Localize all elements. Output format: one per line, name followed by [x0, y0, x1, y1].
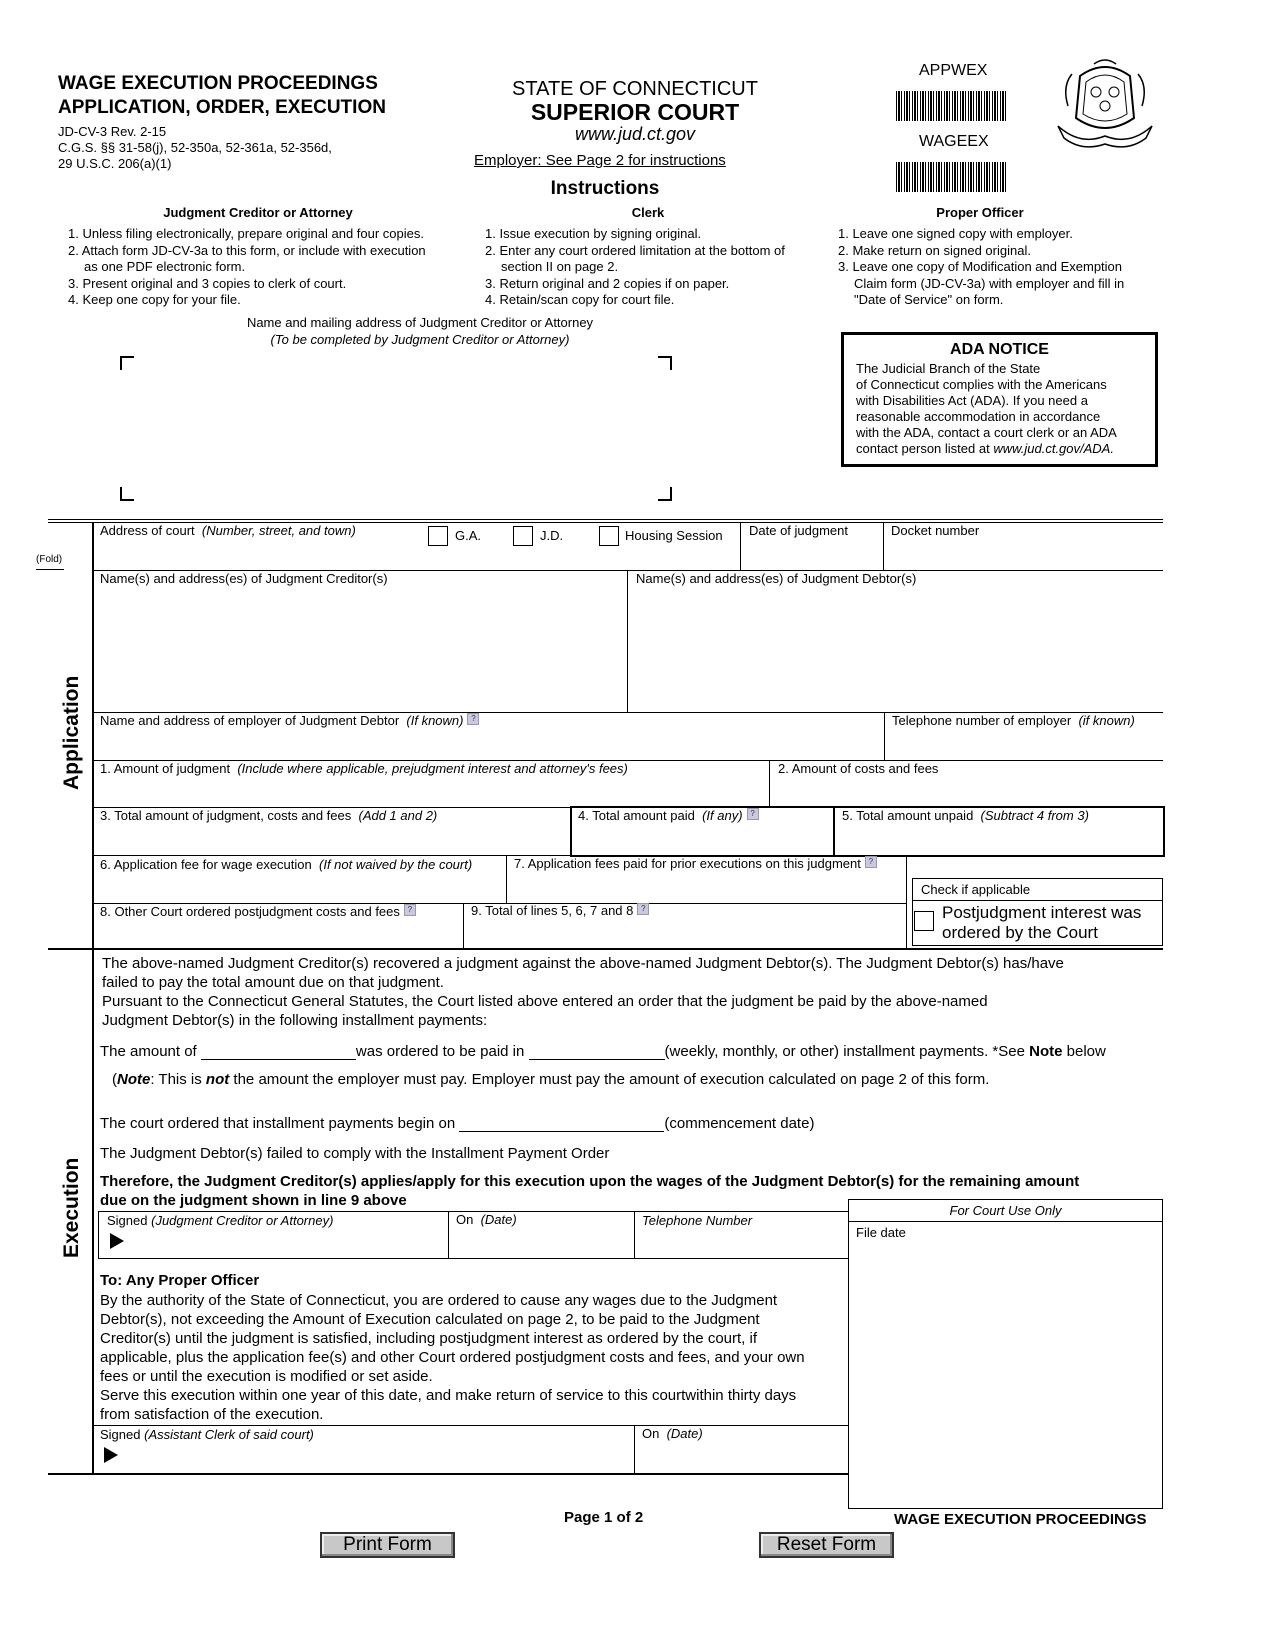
reset-form-button[interactable]: Reset Form: [759, 1532, 894, 1558]
application-side-label: Application: [60, 675, 83, 790]
row-rule: [92, 1425, 848, 1426]
row-rule: [98, 1258, 848, 1259]
application-fee-field[interactable]: [100, 857, 472, 872]
clerk-sign-date-field[interactable]: [642, 1426, 703, 1441]
order-line: Debtor(s), not exceeding the Amount of Execution calculated on page 2, to be paid to the Judgment: [100, 1311, 760, 1328]
housing-session-label: Housing Session: [625, 528, 723, 543]
therefore-line2: due on the judgment shown in line 9 above: [100, 1192, 407, 1209]
creditor-instruction-item: 4. Keep one copy for your file.: [68, 292, 241, 307]
employer-instructions-link[interactable]: Employer: See Page 2 for instructions: [474, 152, 726, 169]
ada-heading: ADA NOTICE: [950, 341, 1049, 358]
field-6-label: 6. Application fee for wage execution: [100, 857, 312, 872]
total-lines-field[interactable]: [471, 903, 649, 918]
order-line: Serve this execution within one year of this date, and make return of service to this courtwithin thirty days: [100, 1387, 797, 1404]
creditor-signature-field[interactable]: [107, 1213, 333, 1228]
total-unpaid-field[interactable]: [842, 808, 1089, 823]
creditor-instruction-item: 3. Present original and 3 copies to clerk of court.: [68, 275, 347, 291]
print-form-button[interactable]: Print Form: [320, 1532, 455, 1558]
field-9-label: 9. Total of lines 5, 6, 7 and 8: [471, 903, 634, 918]
clerk-signature-field[interactable]: [100, 1427, 314, 1442]
housing-session-checkbox[interactable]: [599, 526, 619, 546]
installment-text: was ordered to be paid in: [355, 1043, 525, 1060]
officer-instruction-item: 3. Leave one copy of Modification and Exemption: [838, 259, 1123, 274]
postjudgment-line1: Postjudgment interest was: [942, 903, 1142, 922]
employer-label: Name and address of employer of Judgment Debtor: [100, 713, 400, 728]
cell-rule: [463, 903, 464, 948]
on-label: On: [456, 1212, 474, 1227]
field-4-hint: (If any): [702, 808, 743, 823]
postjudgment-line2: ordered by the Court: [942, 923, 1098, 942]
officer-instructions-heading: Proper Officer: [936, 205, 1024, 220]
field-5-label: 5. Total amount unpaid: [842, 808, 974, 823]
statutes-line1: C.G.S. §§ 31-58(j), 52-350a, 52-361a, 52-356d,: [58, 140, 332, 155]
field-5-hint: (Subtract 4 from 3): [980, 808, 1089, 823]
ada-link[interactable]: www.jud.ct.gov/ADA.: [993, 441, 1114, 456]
help-icon[interactable]: ?: [747, 808, 759, 820]
on-hint: (Date): [666, 1426, 703, 1441]
cell-rule: [833, 806, 835, 855]
check-if-applicable-label: Check if applicable: [913, 879, 1162, 901]
note-emphasis: not: [205, 1071, 230, 1088]
installment-text: (weekly, monthly, or other) installment payments. *See: [664, 1043, 1025, 1060]
employer-phone-field[interactable]: [892, 713, 1135, 728]
postjudgment-interest-label: [942, 903, 1141, 943]
cell-rule: [906, 855, 907, 948]
execution-text: Judgment Debtor(s) in the following installment payments:: [102, 1012, 488, 1029]
court-website: www.jud.ct.gov: [574, 124, 696, 144]
ada-line: reasonable accommodation in accordance: [856, 409, 1101, 424]
installment-text: below: [1066, 1043, 1106, 1060]
help-icon[interactable]: ?: [467, 713, 479, 725]
statutes-line2: 29 U.S.C. 206(a)(1): [58, 156, 172, 171]
court-name: SUPERIOR COURT: [530, 99, 740, 125]
execution-paragraph: [102, 954, 1162, 1030]
ga-label: G.A.: [455, 528, 482, 543]
costs-and-fees-field[interactable]: 2. Amount of costs and fees: [778, 761, 939, 776]
clerk-instructions-list: [485, 226, 835, 309]
form-title-line1: WAGE EXECUTION PROCEEDINGS: [58, 73, 378, 94]
commencement-date-input[interactable]: [459, 1114, 664, 1132]
cell-rule: [740, 522, 741, 570]
state-name: STATE OF CONNECTICUT: [512, 78, 758, 100]
note-text: : This is: [150, 1071, 202, 1088]
officer-instructions-list: [838, 226, 1158, 309]
creditor-instruction-item: 2. Attach form JD-CV-3a to this form, or include with execution: [68, 242, 426, 258]
order-line: applicable, plus the application fee(s) and other Court ordered postjudgment costs and fees, and your own: [100, 1349, 805, 1366]
court-use-box: [848, 1199, 1163, 1509]
barcode-appwex: [896, 91, 1006, 121]
commencement-text: The court ordered that installment payments begin on: [100, 1115, 456, 1132]
officer-order-text: [100, 1291, 845, 1424]
court-heading: [470, 78, 800, 144]
employer-note: [112, 1071, 989, 1088]
officer-instruction-item: 2. Make return on signed original.: [838, 242, 1031, 258]
field-8-label: 8. Other Court ordered postjudgment costs and fees: [100, 904, 400, 919]
sign-here-arrow-icon: [102, 1446, 120, 1464]
row-rule: [92, 855, 570, 856]
help-icon[interactable]: ?: [404, 904, 416, 916]
on-hint: (Date): [480, 1212, 517, 1227]
address-block-label: Name and mailing address of Judgment Creditor or Attorney: [246, 315, 594, 330]
prior-fees-field[interactable]: [514, 856, 877, 871]
ga-checkbox[interactable]: [428, 526, 448, 546]
execution-text: The above-named Judgment Creditor(s) recovered a judgment against the above-named Judgment Debtor(s). The Judgment Debtor(s) has/have: [102, 955, 1064, 972]
commencement-text: (commencement date): [664, 1115, 815, 1132]
jd-label: J.D.: [540, 528, 564, 543]
clerk-instruction-item: 4. Retain/scan copy for court file.: [485, 292, 675, 307]
employer-hint: (If known): [406, 713, 464, 728]
creditor-instruction-item: 1. Unless filing electronically, prepare original and four copies.: [68, 226, 425, 241]
section-rule: [48, 948, 1163, 950]
creditor-instructions-heading: Judgment Creditor or Attorney: [163, 205, 353, 220]
instructions-title: Instructions: [550, 178, 660, 199]
docket-number-field[interactable]: Docket number: [891, 523, 980, 538]
ada-notice: [841, 332, 1158, 467]
execution-text: Pursuant to the Connecticut General Statutes, the Court listed above entered an order that the judgment be paid by the above-named: [102, 993, 988, 1010]
date-of-judgment-field[interactable]: Date of judgment: [749, 523, 849, 538]
to-proper-officer: To: Any Proper Officer: [100, 1272, 260, 1289]
field-7-label: 7. Application fees paid for prior executions on this judgment: [514, 856, 861, 871]
ada-line: The Judicial Branch of the State: [856, 361, 1041, 376]
field-1-label: 1. Amount of judgment: [100, 761, 231, 776]
debtors-field[interactable]: Name(s) and address(es) of Judgment Debtor(s): [636, 571, 917, 586]
corner-mark: [658, 487, 672, 501]
form-code-wageex: WAGEEX: [919, 133, 989, 150]
field-3-hint: (Add 1 and 2): [358, 808, 438, 823]
commencement-line: [100, 1114, 814, 1132]
barcode-wageex: [896, 162, 1006, 192]
corner-mark: [120, 356, 134, 370]
order-line: By the authority of the State of Connecticut, you are ordered to cause any wages due to the Judgment: [100, 1292, 778, 1309]
court-address-label: [100, 523, 356, 538]
page-number: Page 1 of 2: [564, 1509, 644, 1526]
address-block-sublabel: (To be completed by Judgment Creditor or Attorney): [270, 332, 570, 347]
file-date-label: File date: [856, 1225, 906, 1240]
creditor-instruction-item: as one PDF electronic form.: [84, 259, 246, 274]
court-address-text: Address of court: [100, 523, 195, 538]
order-line: Creditor(s) until the judgment is satisfied, including postjudgment interest as ordered by the court, if: [100, 1330, 757, 1347]
officer-instruction-item: "Date of Service" on form.: [854, 292, 1004, 307]
order-line: from satisfaction of the execution.: [100, 1406, 324, 1423]
note-reference: Note: [1029, 1043, 1063, 1060]
signed-hint: (Judgment Creditor or Attorney): [151, 1213, 334, 1228]
clerk-instruction-item: 1. Issue execution by signing original.: [485, 226, 702, 241]
state-seal-icon: [1050, 56, 1160, 152]
employer-phone-hint: (if known): [1078, 713, 1135, 728]
corner-mark: [658, 356, 672, 370]
cell-rule: [98, 1211, 99, 1258]
section-rule: [48, 1473, 848, 1475]
form-id: JD-CV-3 Rev. 2-15: [58, 124, 167, 139]
section-rule: [48, 519, 1163, 520]
installment-amount-input[interactable]: [201, 1042, 356, 1060]
creditors-field[interactable]: Name(s) and address(es) of Judgment Creditor(s): [100, 571, 388, 586]
help-icon[interactable]: ?: [637, 903, 649, 915]
installment-amount-line: [100, 1042, 1106, 1060]
installment-frequency-input[interactable]: [529, 1042, 665, 1060]
cell-rule: [769, 760, 770, 808]
order-line: fees or until the execution is modified or set aside.: [100, 1368, 433, 1385]
creditor-sign-date-field[interactable]: [456, 1212, 517, 1227]
on-label: On: [642, 1426, 660, 1441]
cell-rule: [506, 855, 507, 903]
note-label: Note: [117, 1071, 151, 1088]
telephone-number-field[interactable]: Telephone Number: [642, 1213, 753, 1228]
cell-rule: [634, 1211, 635, 1258]
help-icon[interactable]: ?: [865, 856, 877, 868]
sign-here-arrow-icon: [108, 1232, 126, 1250]
officer-instruction-item: Claim form (JD-CV-3a) with employer and fill in: [854, 275, 1125, 291]
fold-label: (Fold): [36, 554, 63, 565]
installment-text: The amount of: [100, 1043, 197, 1060]
field-3-label: 3. Total amount of judgment, costs and fees: [100, 808, 352, 823]
employer-field[interactable]: [100, 713, 479, 728]
form-meta: [58, 124, 332, 172]
court-use-label: For Court Use Only: [849, 1200, 1162, 1222]
form-title: [58, 72, 386, 120]
left-rule: [92, 522, 94, 1474]
cell-rule: [883, 522, 884, 570]
jd-checkbox[interactable]: [513, 526, 533, 546]
court-address-hint: (Number, street, and town): [201, 523, 356, 538]
therefore-line1: Therefore, the Judgment Creditor(s) applies/apply for this execution upon the wages of the Judgment Debtor(s) for the remaining amount: [100, 1173, 1080, 1190]
clerk-instructions-heading: Clerk: [631, 205, 665, 220]
signed-label: Signed: [100, 1427, 141, 1442]
ada-line: with Disabilities Act (ADA). If you need a: [856, 393, 1088, 408]
ada-line: contact person listed at: [856, 441, 994, 456]
fold-mark: [36, 569, 64, 570]
total-paid-field[interactable]: [578, 808, 759, 823]
postjudgment-interest-checkbox[interactable]: [914, 911, 934, 931]
total-judgment-field[interactable]: [100, 808, 437, 823]
officer-instruction-item: 1. Leave one signed copy with employer.: [838, 226, 1073, 241]
cell-rule: [627, 570, 628, 712]
field-1-hint: (Include where applicable, prejudgment interest and attorney's fees): [237, 761, 628, 776]
signed-label: Signed: [107, 1213, 148, 1228]
signed-hint: (Assistant Clerk of said court): [144, 1427, 314, 1442]
execution-side-label: Execution: [60, 1157, 83, 1258]
clerk-instruction-item: 2. Enter any court ordered limitation at the bottom of: [485, 242, 785, 258]
creditor-instructions-list: [68, 226, 468, 309]
failed-to-comply-text: The Judgment Debtor(s) failed to comply with the Installment Payment Order: [100, 1145, 610, 1162]
cell-rule: [448, 1211, 449, 1258]
cell-rule: [634, 1425, 635, 1473]
clerk-instruction-item: 3. Return original and 2 copies if on paper.: [485, 275, 730, 291]
clerk-instruction-item: section II on page 2.: [501, 259, 619, 274]
employer-phone-label: Telephone number of employer: [892, 713, 1072, 728]
creditor-address-field[interactable]: [120, 356, 672, 501]
field-4-label: 4. Total amount paid: [578, 808, 695, 823]
note-text: the amount the employer must pay. Employer must pay the amount of execution calculated on page 2 of this form.: [233, 1071, 990, 1088]
corner-mark: [120, 487, 134, 501]
ada-line: with the ADA, contact a court clerk or an ADA: [856, 425, 1117, 440]
amount-of-judgment-field[interactable]: [100, 761, 628, 776]
other-costs-field[interactable]: [100, 904, 416, 919]
ada-line: of Connecticut complies with the Americans: [856, 377, 1107, 392]
note-text: (: [112, 1071, 117, 1088]
form-title-line2: APPLICATION, ORDER, EXECUTION: [58, 97, 386, 118]
footer-form-name: WAGE EXECUTION PROCEEDINGS: [894, 1511, 1147, 1528]
field-6-hint: (If not waived by the court): [319, 857, 473, 872]
execution-text: failed to pay the total amount due on that judgment.: [102, 974, 444, 991]
cell-rule: [884, 712, 885, 760]
form-code-appwex: APPWEX: [919, 62, 988, 79]
